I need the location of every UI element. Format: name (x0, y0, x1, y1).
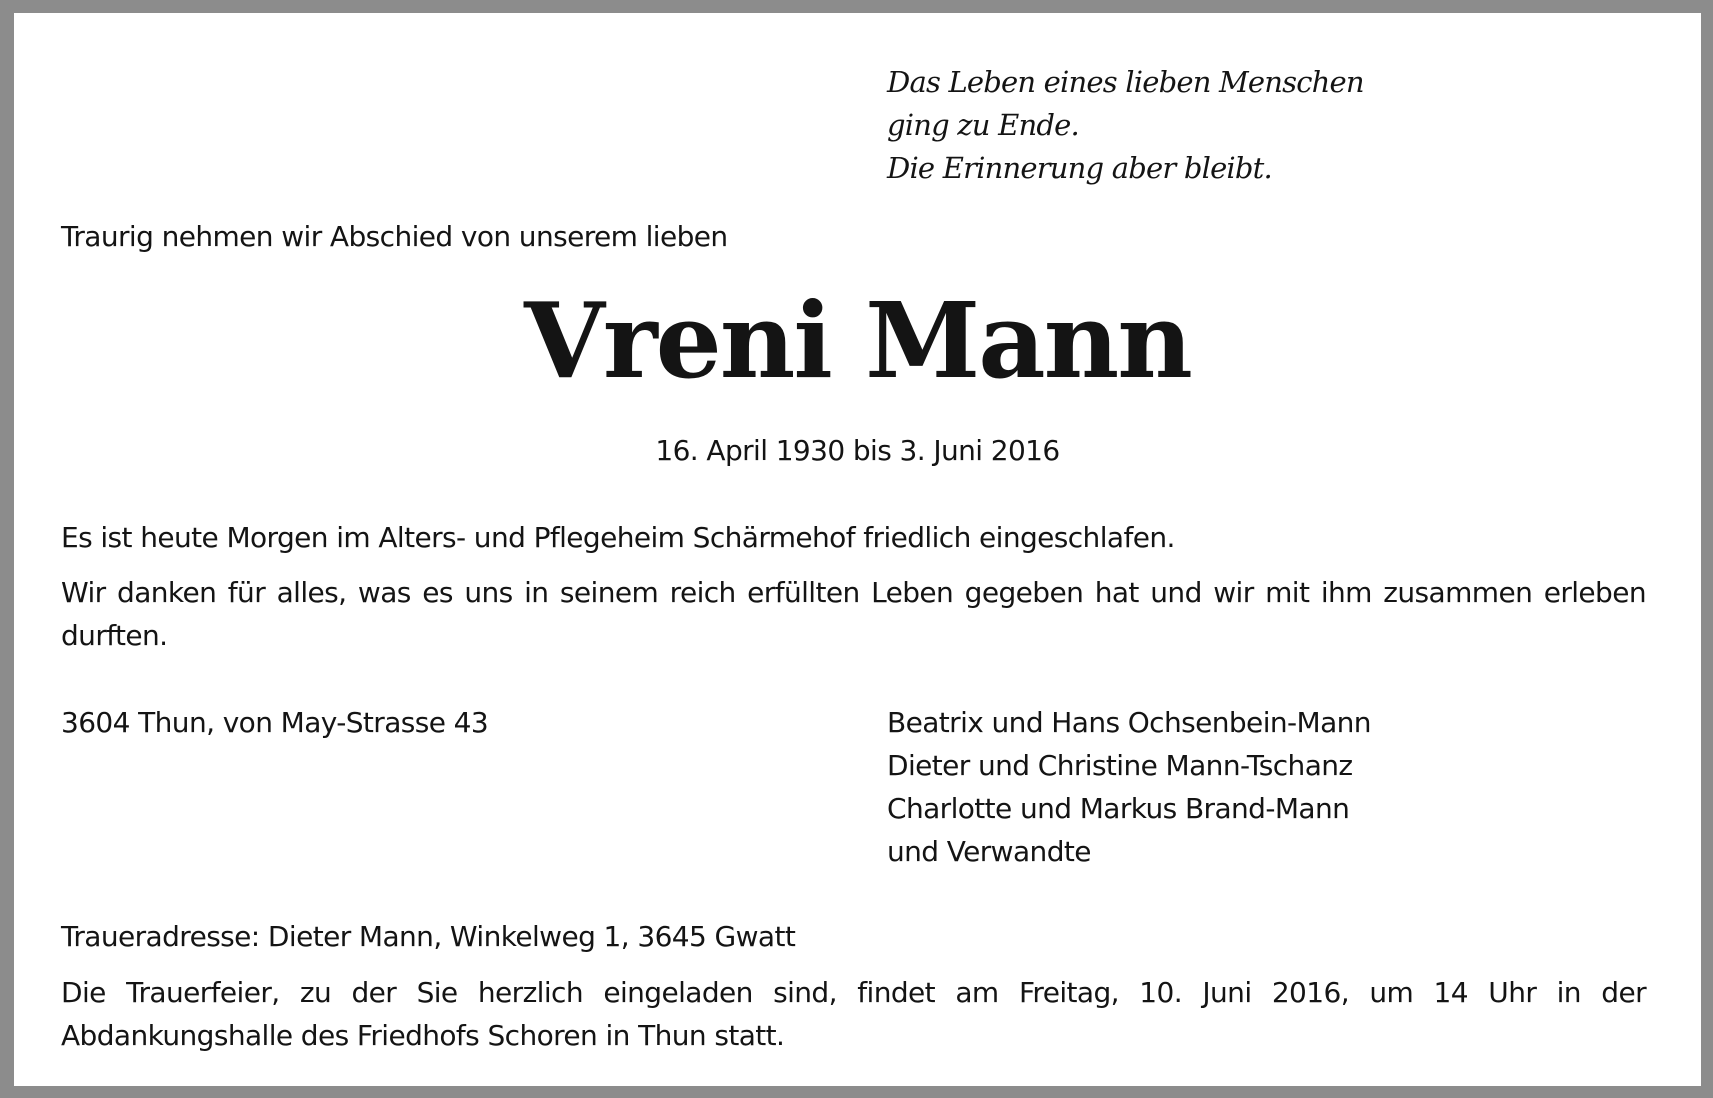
family-address: 3604 Thun, von May-Strasse 43 (61, 706, 489, 739)
mourners-list (887, 701, 1371, 873)
thanks-paragraph: Wir danken für alles, was es uns in seinem reich erfüllten Leben gegeben hat und wir mit ihm zusammen erleben durften. (61, 576, 1646, 652)
mourning-address: Traueradresse: Dieter Mann, Winkelweg 1, 3645 Gwatt (61, 920, 796, 953)
funeral-notice: Die Trauerfeier, zu der Sie herzlich eingeladen sind, findet am Freitag, 10. Juni 2016, um 14 Uhr in der Abdankungshalle des Friedhofs Schoren in Thun statt. (61, 976, 1646, 1052)
motto-quote (887, 61, 1364, 190)
deceased-name: Vreni Mann (524, 279, 1191, 402)
life-dates: 16. April 1930 bis 3. Juni 2016 (655, 434, 1060, 467)
intro-text: Traurig nehmen wir Abschied von unserem lieben (61, 220, 728, 253)
mourner-line: Dieter und Christine Mann-Tschanz (887, 749, 1353, 782)
passing-statement: Es ist heute Morgen im Alters- und Pflegeheim Schärmehof friedlich eingeschlafen. (61, 521, 1175, 554)
mourner-line: und Verwandte (887, 835, 1091, 868)
obituary-card (14, 13, 1701, 1086)
motto-line-3: Die Erinnerung aber bleibt. (887, 151, 1272, 185)
mourner-line: Beatrix und Hans Ochsenbein-Mann (887, 706, 1371, 739)
mourner-line: Charlotte und Markus Brand-Mann (887, 792, 1350, 825)
motto-line-2: ging zu Ende. (887, 108, 1079, 142)
motto-line-1: Das Leben eines lieben Menschen (887, 65, 1364, 99)
